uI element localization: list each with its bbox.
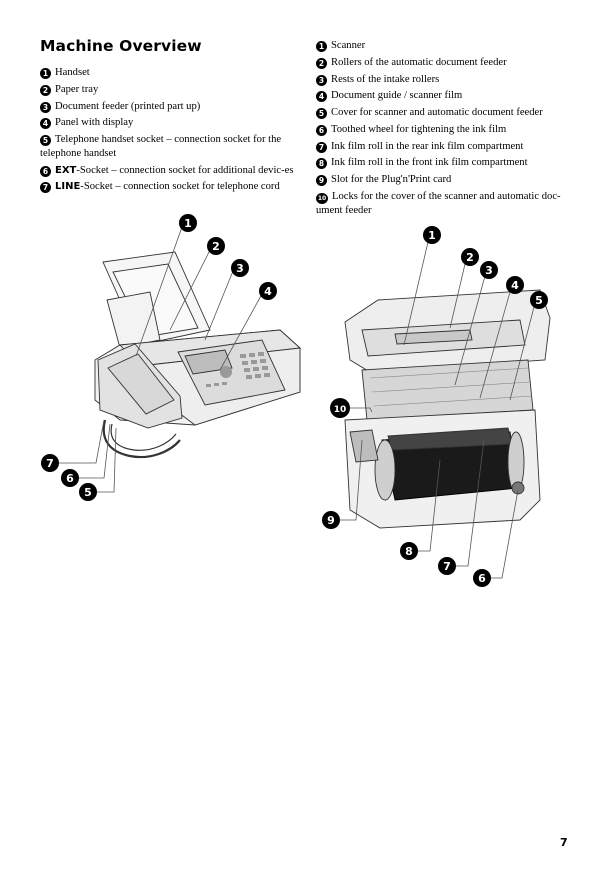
item-text: Slot for the Plug'n'Print card <box>331 174 452 186</box>
item-number-badge: 7 <box>316 142 327 153</box>
callout-badge <box>423 226 441 244</box>
item-text: -Socket – connection socket for telephone cord <box>80 181 280 193</box>
callout-badge <box>530 291 548 309</box>
item-text: Ink film roll in the rear ink film compartment <box>331 140 524 152</box>
svg-text:3: 3 <box>236 262 244 275</box>
svg-text:5: 5 <box>535 294 543 307</box>
item-text: Rollers of the automatic document feeder <box>331 56 507 68</box>
item-text: Document feeder (printed part up) <box>55 100 201 112</box>
item-number-badge: 1 <box>316 41 327 52</box>
callout-badge <box>179 214 197 232</box>
svg-text:9: 9 <box>327 514 335 527</box>
item-text: -Socket – connection socket for additional devic-es <box>76 164 294 176</box>
item-text: Panel with display <box>55 117 134 129</box>
item-text: Handset <box>55 67 90 78</box>
svg-text:5: 5 <box>84 486 92 499</box>
callout-badge <box>480 261 498 279</box>
item-text: Rests of the intake rollers <box>331 73 440 85</box>
callout-badge <box>61 469 79 487</box>
item-text: Locks for the cover of the scanner and automatic doc-ument feeder <box>316 191 561 217</box>
item-text: Document guide / scanner film <box>331 90 463 102</box>
item-text: Paper tray <box>55 83 99 95</box>
item-number-badge: 4 <box>40 118 51 129</box>
item-number-badge: 3 <box>316 75 327 86</box>
page-title: Machine Overview <box>40 37 202 55</box>
svg-text:1: 1 <box>184 217 192 230</box>
svg-text:6: 6 <box>478 572 486 585</box>
callout-badge <box>259 282 277 300</box>
svg-text:8: 8 <box>405 545 413 558</box>
item-number-badge: 9 <box>316 175 327 186</box>
svg-text:4: 4 <box>264 285 272 298</box>
callout-badge <box>79 483 97 501</box>
callout-badge <box>473 569 491 587</box>
item-text: Telephone handset socket – connection socket for the telephone handset <box>40 134 282 159</box>
svg-text:7: 7 <box>443 560 451 573</box>
callout-badge <box>322 511 340 529</box>
callout-badge <box>400 542 418 560</box>
item-text: Ink film roll in the front ink film compartment <box>331 157 528 169</box>
item-number-badge: 2 <box>316 58 327 69</box>
callout-badge <box>231 259 249 277</box>
callout-badge <box>207 237 225 255</box>
item-text: Cover for scanner and automatic document feeder <box>331 107 543 119</box>
item-number-badge: 6 <box>40 166 51 177</box>
callout-badge <box>506 276 524 294</box>
socket-keyword: EXT <box>55 164 77 176</box>
socket-keyword: LINE <box>55 181 81 193</box>
item-number-badge: 10 <box>317 195 327 203</box>
svg-text:10: 10 <box>333 405 347 415</box>
item-number-badge: 2 <box>40 85 51 96</box>
callout-badge <box>438 557 456 575</box>
callout-badge <box>461 248 479 266</box>
svg-text:7: 7 <box>46 457 54 470</box>
svg-text:2: 2 <box>466 251 474 264</box>
item-number-badge: 3 <box>40 102 51 113</box>
item-number-badge: 5 <box>40 135 51 146</box>
item-number-badge: 6 <box>316 125 327 136</box>
item-text: Scanner <box>331 40 366 51</box>
svg-text:2: 2 <box>212 240 220 253</box>
item-number-badge: 1 <box>40 68 51 79</box>
item-text: Toothed wheel for tightening the ink film <box>331 123 507 135</box>
callout-badge <box>41 454 59 472</box>
item-number-badge: 7 <box>40 182 51 193</box>
svg-text:1: 1 <box>428 229 436 242</box>
svg-text:4: 4 <box>511 279 519 292</box>
page-number: 7 <box>560 836 568 849</box>
svg-text:3: 3 <box>485 264 493 277</box>
callout-badge <box>330 398 350 418</box>
item-number-badge: 5 <box>316 108 327 119</box>
fax-machine-illustration <box>58 227 300 492</box>
item-number-badge: 8 <box>316 158 327 169</box>
item-number-badge: 4 <box>316 91 327 102</box>
svg-text:6: 6 <box>66 472 74 485</box>
